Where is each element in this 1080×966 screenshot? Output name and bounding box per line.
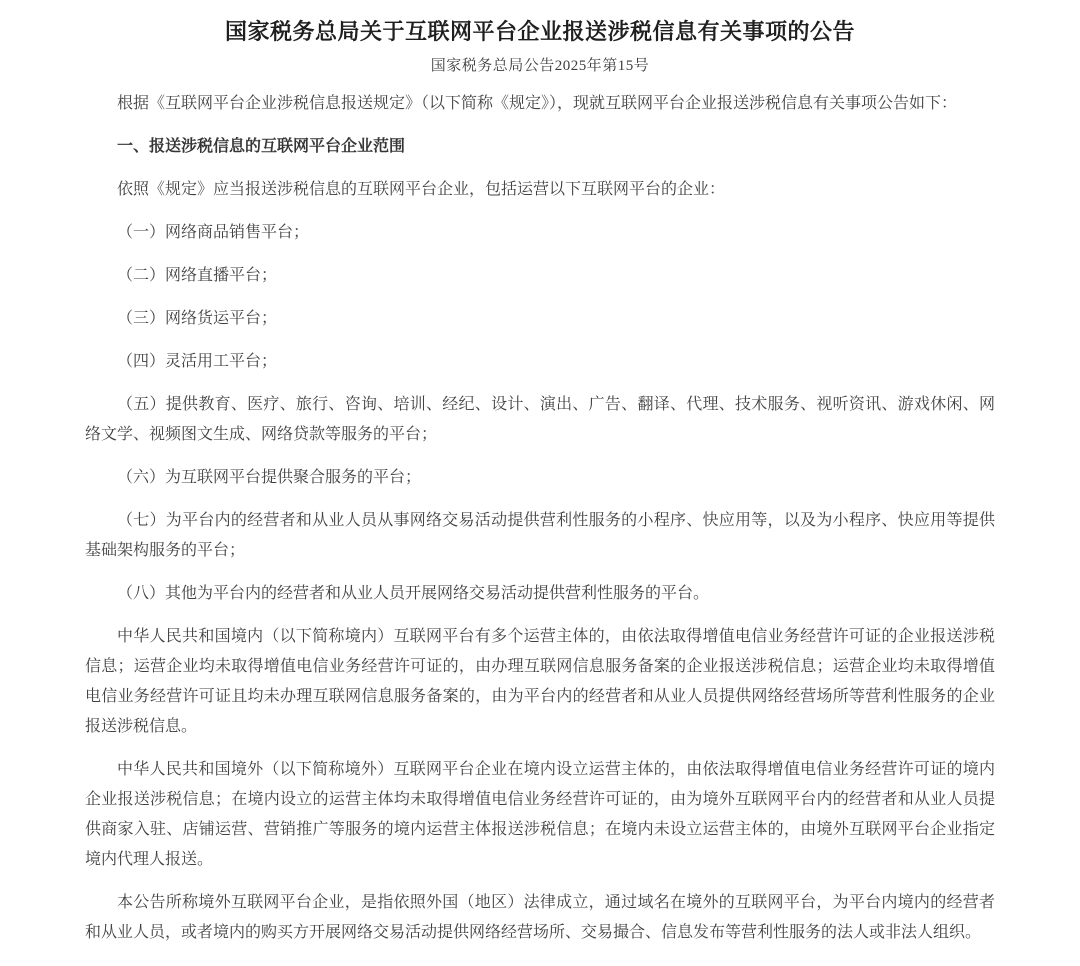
section-heading: 一、报送涉税信息的互联网平台企业范围 — [117, 138, 406, 155]
list-item: （三）网络货运平台； — [117, 310, 278, 327]
list-item: （七）为平台内的经营者和从业人员从事网络交易活动提供营利性服务的小程序、快应用等，以及为小程序、快应用等提供基础架构服务的平台； — [85, 512, 995, 559]
list-item: （八）其他为平台内的经营者和从业人员开展网络交易活动提供营利性服务的平台。 — [117, 585, 710, 602]
document-body — [85, 89, 995, 948]
list-item: （二）网络直播平台； — [117, 267, 278, 284]
doc-number: 国家税务总局公告2025年第15号 — [430, 58, 650, 74]
list-item: （六）为互联网平台提供聚合服务的平台； — [117, 469, 422, 486]
paragraph: 中华人民共和国境外（以下简称境外）互联网平台企业在境内设立运营主体的，由依法取得增值电信业务经营许可证的境内企业报送涉税信息；在境内设立的运营主体均未取得增值电信业务经营许可证的，由为境外互联网平台内的经营者和从业人员提供商家入驻、店铺运营、营销推广等服务的境内运营主体报送涉税信息；在境内未设立运营主体的，由境外互联网平台企业指定境内代理人报送。 — [85, 761, 995, 868]
page-title: 国家税务总局关于互联网平台企业报送涉税信息有关事项的公告 — [224, 19, 855, 44]
paragraph: 根据《互联网平台企业涉税信息报送规定》（以下简称《规定》），现就互联网平台企业报送涉税信息有关事项公告如下： — [117, 95, 958, 112]
paragraph: 依照《规定》应当报送涉税信息的互联网平台企业，包括运营以下互联网平台的企业： — [117, 181, 726, 198]
paragraph: 中华人民共和国境内（以下简称境内）互联网平台有多个运营主体的，由依法取得增值电信业务经营许可证的企业报送涉税信息；运营企业均未取得增值电信业务经营许可证的，由办理互联网信息服务备案的企业报送涉税信息；运营企业均未取得增值电信业务经营许可证且均未办理互联网信息服务备案的，由为平台内的经营者和从业人员提供网络经营场所等营利性服务的企业报送涉税信息。 — [85, 628, 995, 735]
list-item: （四）灵活用工平台； — [117, 353, 278, 370]
list-item: （五）提供教育、医疗、旅行、咨询、培训、经纪、设计、演出、广告、翻译、代理、技术服务、视听资讯、游戏休闲、网络文学、视频图文生成、网络贷款等服务的平台； — [85, 396, 995, 443]
paragraph: 本公告所称境外互联网平台企业，是指依照外国（地区）法律成立，通过域名在境外的互联网平台，为平台内境内的经营者和从业人员，或者境内的购买方开展网络交易活动提供网络经营场所、交易撮合、信息发布等营利性服务的法人或非法人组织。 — [85, 894, 995, 941]
list-item: （一）网络商品销售平台； — [117, 224, 310, 241]
